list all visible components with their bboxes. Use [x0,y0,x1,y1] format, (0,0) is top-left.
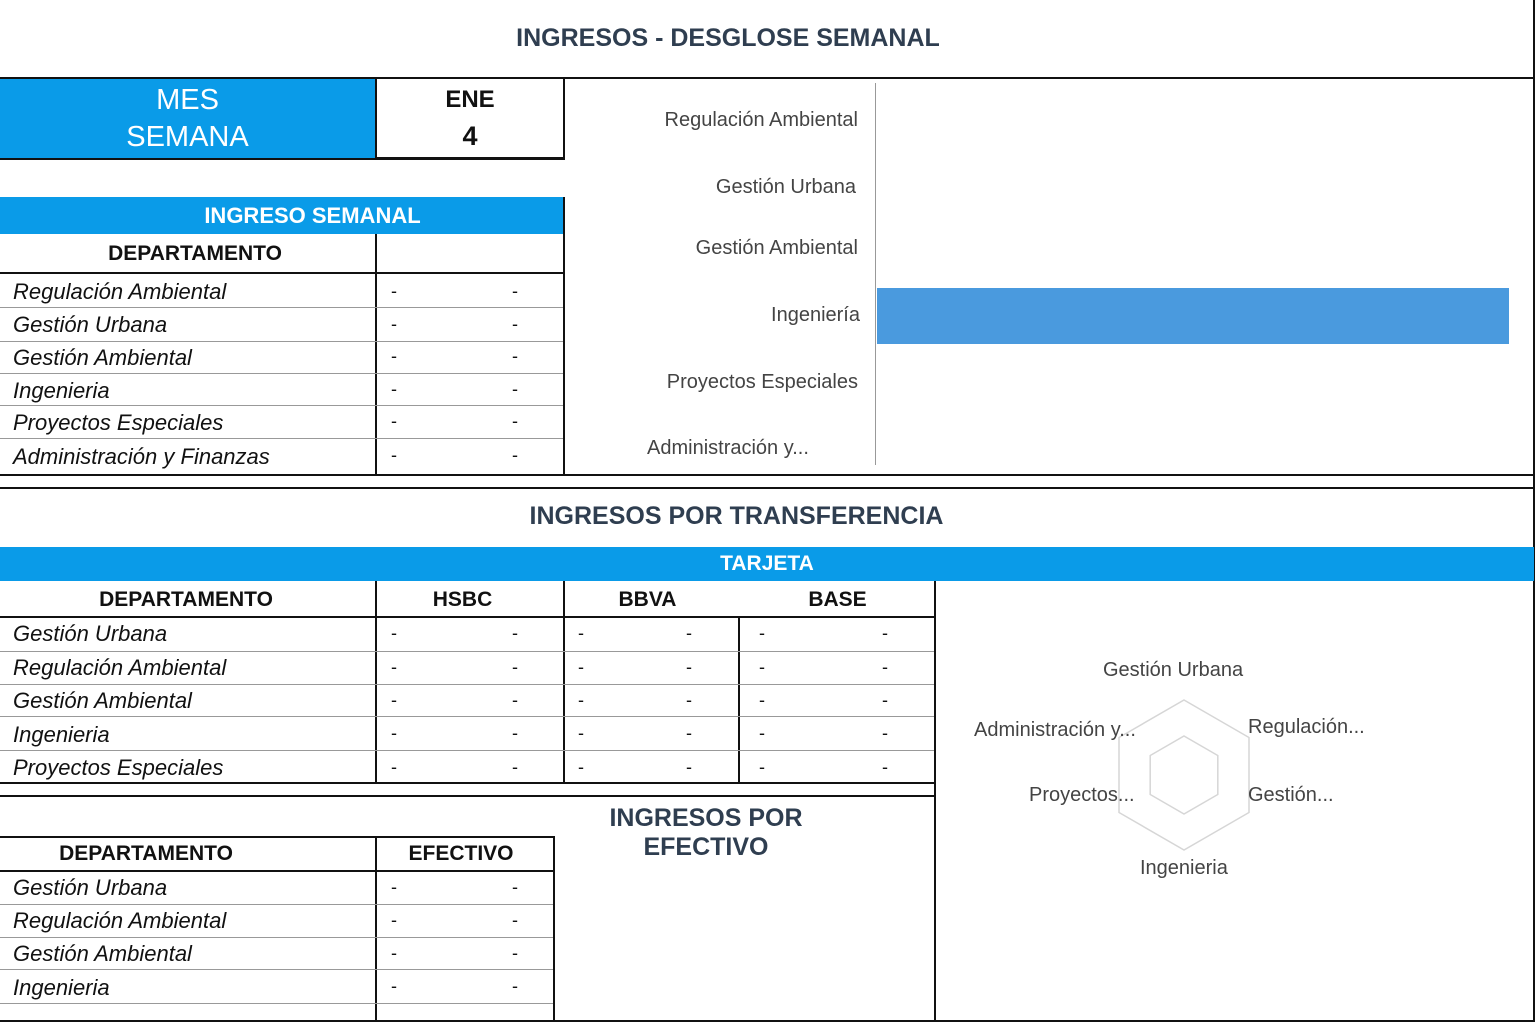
base-b: - [882,657,888,677]
radar-label: Proyectos... [1029,784,1135,806]
section-divider-2 [0,487,1534,489]
transferencia-col-base: BASE [808,588,867,611]
mes-label: MES [156,84,219,116]
value-a: - [391,281,397,301]
efectivo-divider [375,836,377,1022]
dept-name: Gestión Urbana [13,312,168,337]
value-b: - [512,445,518,465]
bar-chart-bar [877,288,1509,345]
bbva-b: - [686,757,692,777]
efectivo-top [0,795,935,797]
dept-name: Regulación Ambiental [13,908,227,933]
transferencia-col-hsbc: HSBC [432,588,493,611]
row-line [0,307,563,308]
value-b: - [512,379,518,399]
bbva-b: - [686,623,692,643]
row-line [0,438,563,439]
value-b: - [512,976,518,996]
base-b: - [882,690,888,710]
base-a: - [759,623,765,643]
radar-label: Administración y... [974,719,1136,741]
bar-chart-category-label: Ingeniería [771,304,860,326]
hsbc-b: - [512,757,518,777]
value-a: - [391,379,397,399]
transferencia-col-departamento: DEPARTAMENTO [99,588,273,611]
bbva-a: - [578,657,584,677]
hsbc-a: - [391,657,397,677]
row-line [0,651,934,652]
dept-name: Ingenieria [13,722,110,747]
dept-name: Proyectos Especiales [13,755,224,780]
hsbc-a: - [391,623,397,643]
base-a: - [759,723,765,743]
bar-chart-plot [877,79,1509,475]
efectivo-col-efectivo: EFECTIVO [408,842,514,865]
value-a: - [391,943,397,963]
bbva-a: - [578,690,584,710]
right-border [1533,0,1535,1022]
dept-name: Ingenieria [13,975,110,1000]
mes-block-bottom [0,158,565,160]
semana-label: SEMANA [126,121,249,153]
transferencia-divider-3 [738,616,740,783]
efectivo-head-top [0,836,555,838]
value-a: - [391,445,397,465]
value-b: - [512,314,518,334]
hsbc-a: - [391,690,397,710]
transferencia-bottom [0,782,935,784]
bbva-a: - [578,723,584,743]
efectivo-head-line [0,870,555,872]
base-a: - [759,690,765,710]
hsbc-b: - [512,690,518,710]
efectivo-col-departamento: DEPARTAMENTO [59,842,233,865]
transferencia-head-line [0,616,935,618]
hsbc-b: - [512,723,518,743]
hsbc-a: - [391,757,397,777]
dept-name: Regulación Ambiental [13,655,227,680]
value-b: - [512,877,518,897]
value-a: - [391,910,397,930]
page-title: INGRESOS - DESGLOSE SEMANAL [516,24,940,52]
efectivo-title: INGRESOS POR EFECTIVO [609,804,803,861]
radar-outer-grid [1119,700,1249,850]
value-b: - [512,346,518,366]
dept-name: Proyectos Especiales [13,410,224,435]
dept-name: Regulación Ambiental [13,279,227,304]
radar-label: Ingenieria [1140,857,1228,879]
value-b: - [512,910,518,930]
bar-chart-category-label: Administración y... [647,437,809,459]
value-a: - [391,411,397,431]
transferencia-divider-2 [563,581,565,783]
row-line [0,373,563,374]
row-line [0,904,553,905]
hsbc-b: - [512,623,518,643]
row-line [0,716,934,717]
hsbc-a: - [391,723,397,743]
ingreso-semanal-header: INGRESO SEMANAL [0,197,565,234]
value-a: - [391,976,397,996]
transferencia-title: INGRESOS POR TRANSFERENCIA [529,502,944,530]
bar-chart-category-label: Gestión Ambiental [695,237,858,259]
value-b: - [512,281,518,301]
bar-chart-axis [875,83,876,465]
row-line [0,1003,553,1004]
row-line [0,405,563,406]
base-b: - [882,723,888,743]
dept-name: Gestión Ambiental [13,345,192,370]
dept-name: Ingenieria [13,378,110,403]
value-b: - [512,943,518,963]
mes-semana-label-block [0,79,375,159]
value-b: - [512,411,518,431]
ingreso-semanal-head-line [0,272,565,274]
radar-label: Gestión Urbana [1103,659,1244,681]
radar-label: Gestión... [1248,784,1334,806]
value-a: - [391,346,397,366]
row-line [0,937,553,938]
bar-chart-category-label: Regulación Ambiental [664,109,858,131]
page-bottom [0,1020,1534,1022]
radar-chart [936,600,1533,1020]
bbva-a: - [578,757,584,777]
semana-value[interactable]: 4 [462,121,478,151]
bbva-b: - [686,723,692,743]
bbva-a: - [578,623,584,643]
ingreso-semanal-col-departamento: DEPARTAMENTO [108,242,282,265]
row-line [0,750,934,751]
dept-name: Administración y Finanzas [13,444,270,469]
base-a: - [759,757,765,777]
dept-name: Gestión Urbana [13,875,168,900]
dept-name: Gestión Urbana [13,621,168,646]
dept-name: Gestión Ambiental [13,688,192,713]
section-divider [0,474,1534,476]
value-a: - [391,314,397,334]
value-a: - [391,877,397,897]
mes-value[interactable]: ENE [445,86,495,113]
tarjeta-header: TARJETA [0,547,1534,581]
bbva-b: - [686,657,692,677]
base-b: - [882,757,888,777]
hsbc-b: - [512,657,518,677]
mes-semana-value-block[interactable] [375,79,565,159]
base-b: - [882,623,888,643]
bar-chart [565,79,1533,475]
base-a: - [759,657,765,677]
radar-inner-grid [1150,736,1218,814]
row-line [0,341,563,342]
bar-chart-category-label: Gestión Urbana [715,176,856,198]
dept-name: Gestión Ambiental [13,941,192,966]
row-line [0,969,553,970]
efectivo-right [553,836,555,1022]
row-line [0,684,934,685]
transferencia-divider-1 [375,581,377,783]
radar-label: Regulación... [1248,716,1365,738]
transferencia-col-bbva: BBVA [618,588,677,611]
bbva-b: - [686,690,692,710]
bar-chart-category-label: Proyectos Especiales [666,371,858,393]
